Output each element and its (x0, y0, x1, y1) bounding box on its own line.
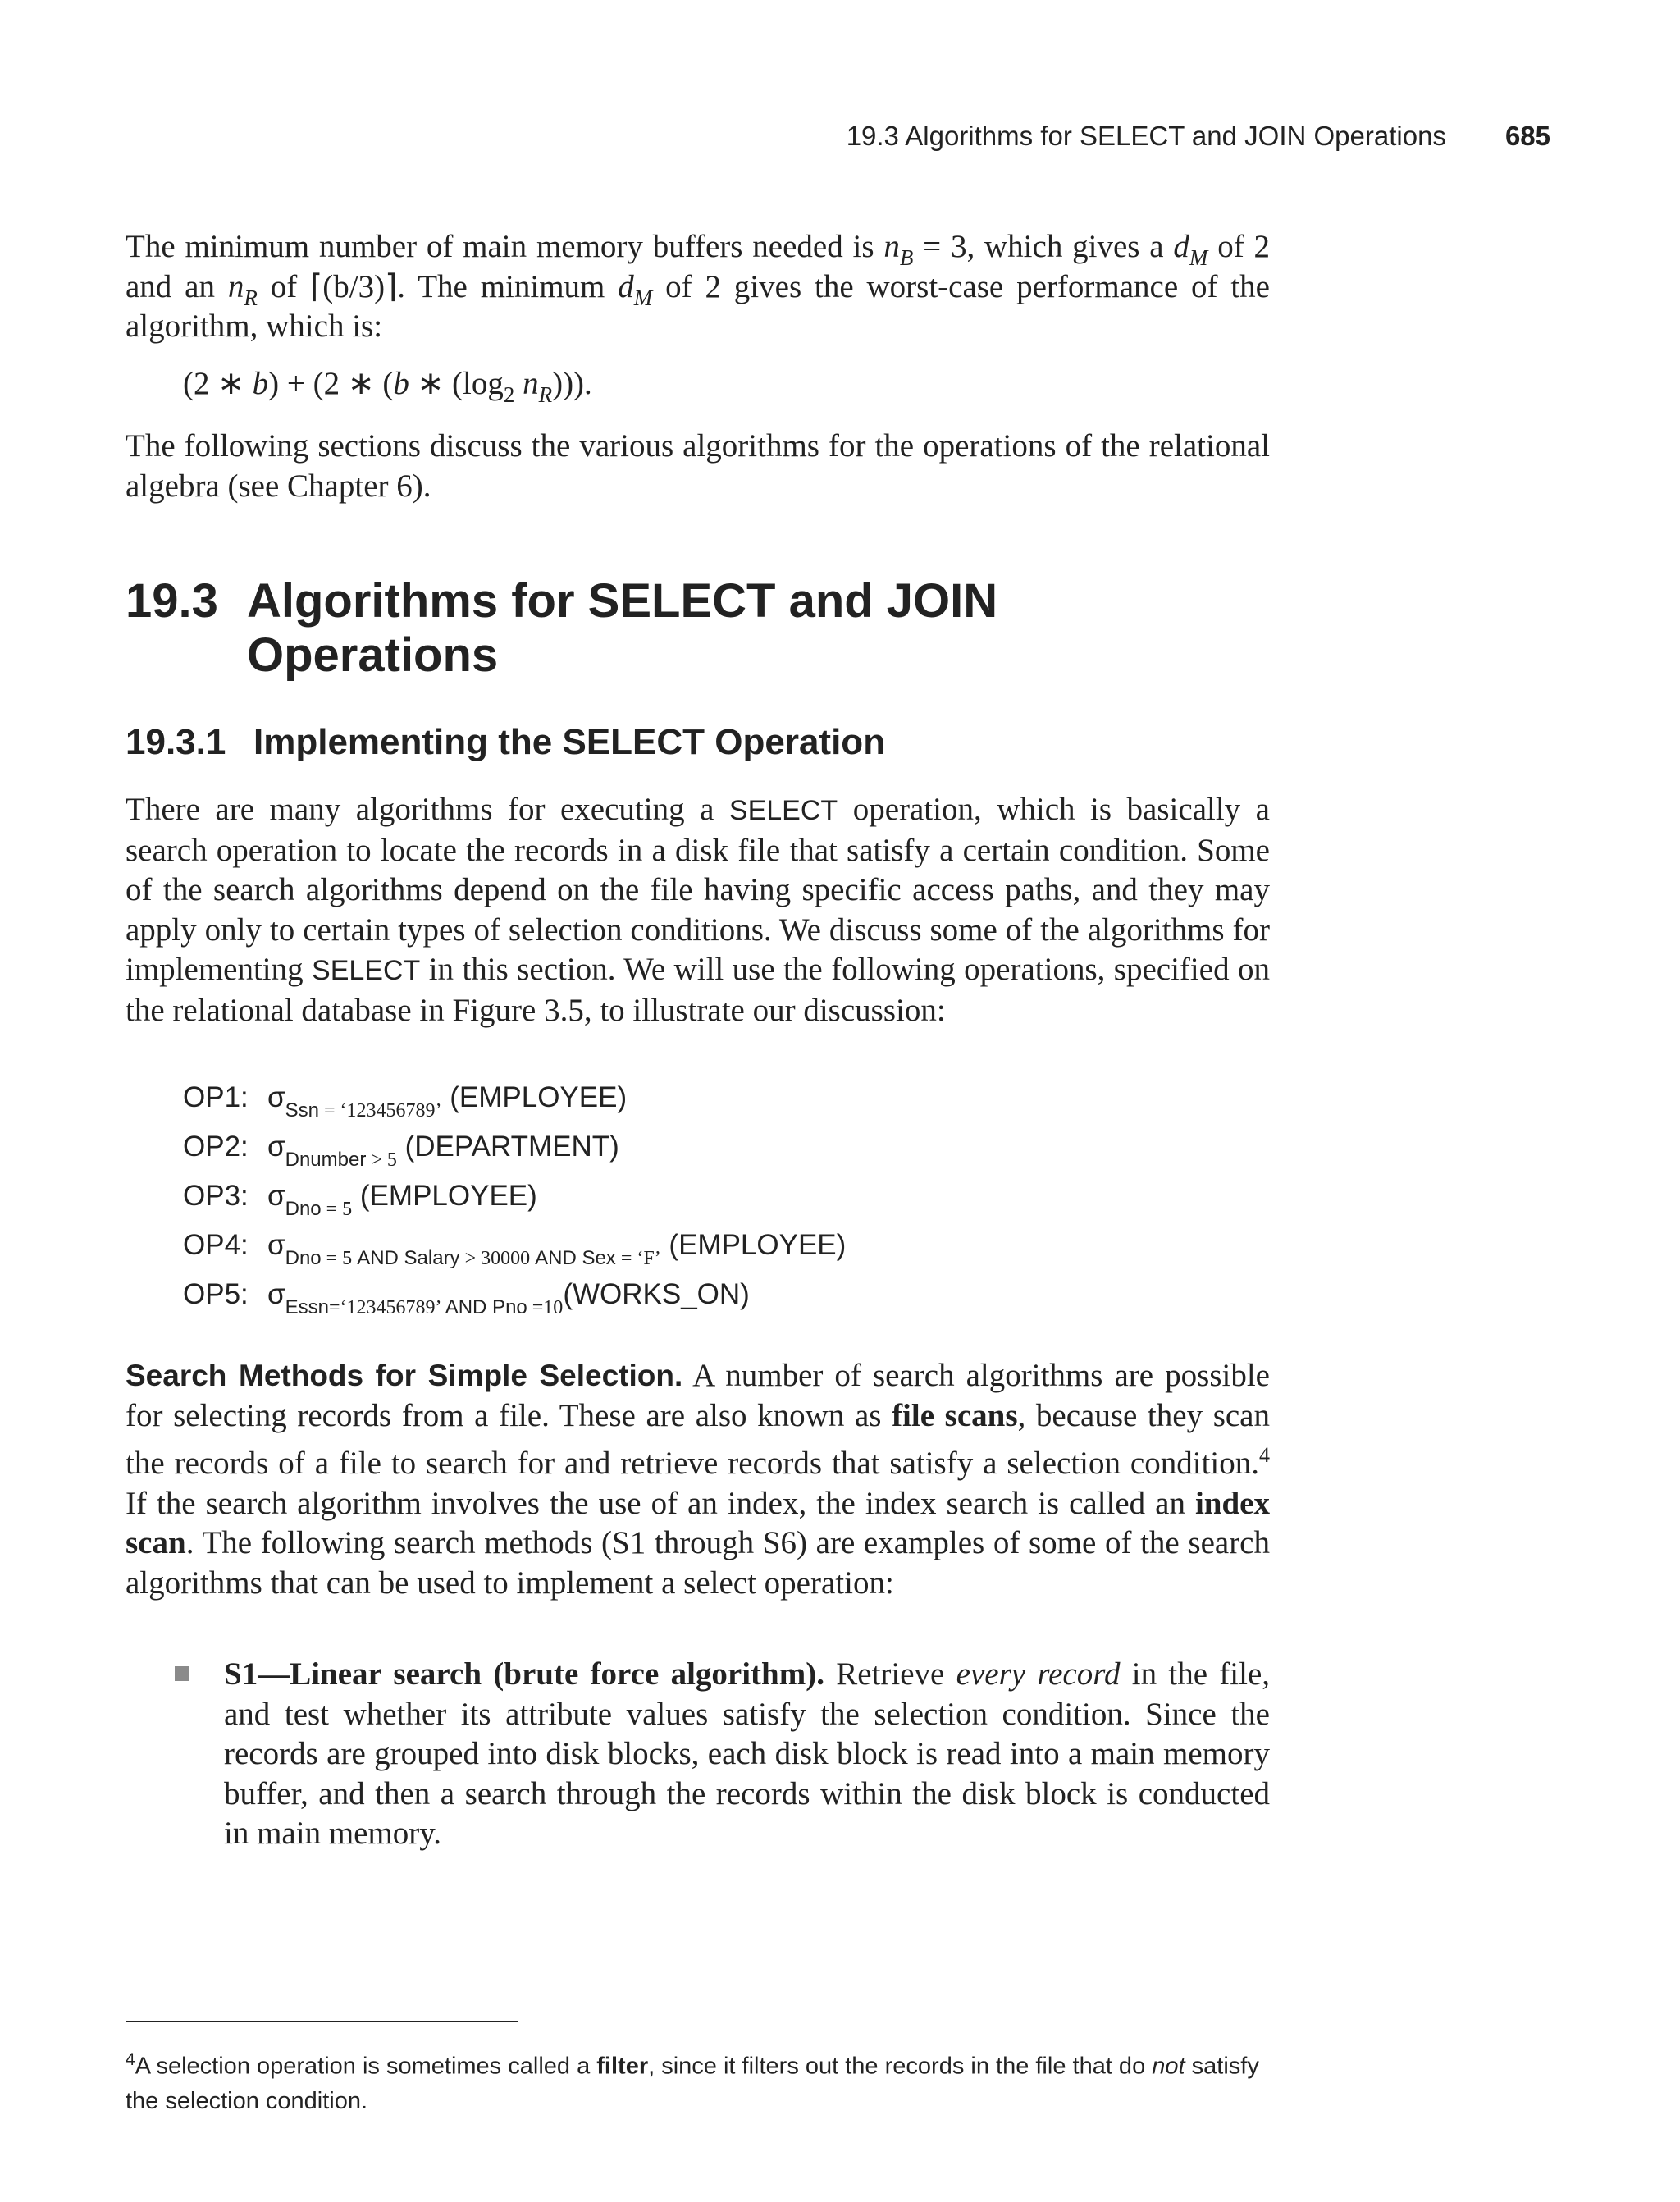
running-head-title: 19.3 Algorithms for SELECT and JOIN Operations (846, 121, 1446, 151)
list-item-s1: S1—Linear search (brute force algorithm). Retrieve every record in the file, and test whether its attribute values satisfy the selection condition. Since the records are grouped into disk blocks, each disk block is read into a main memory buffer, and then a search through the records within the disk block is conducted in main memory. (175, 1655, 1270, 1854)
operation-op1: OP1: $\sigma_{Ssn = ‘123456789’}$ (EMPLOYEE) (183, 1081, 628, 1122)
section-number: 19.3 (126, 574, 218, 628)
operation-op3: OP3: $\sigma_{Dno = 5}$ (EMPLOYEE) (183, 1180, 537, 1220)
operation-op5: OP5: $\sigma_{Essn=‘123456789’ AND Pno =10}(WORKS\_ON)$ (183, 1278, 750, 1318)
run-in-heading: Search Methods for Simple Selection. (126, 1359, 683, 1392)
subsection-number: 19.3.1 (126, 722, 226, 762)
footnote: $^4$A selection operation is sometimes called a filter, since it filters out the records in the file that do not satisfy the selection condition. (126, 2050, 1259, 2114)
search-methods-paragraph: Search Methods for Simple Selection. A number of search algorithms are possible for selecting records from a file. These are also known as file scans, because they scan the records of a file to search for and retrieve records that satisfy a selection condition.$^4$ If the search algorithm involves the use of an index, the index search is called an index scan. The following search methods (S1 through S6) are examples of some of the search algorithms that can be used to implement a select operation: (126, 1358, 1270, 1601)
section-title-line2: Operations (247, 628, 499, 682)
section-heading (126, 574, 998, 683)
subsection-title: Implementing the SELECT Operation (253, 722, 886, 762)
page-number: 685 (1504, 121, 1550, 151)
operations-list (183, 1081, 846, 1327)
running-head (574, 121, 1550, 152)
intro-paragraph-2: The following sections discuss the various algorithms for the operations of the relational algebra (see Chapter 6). (126, 428, 1270, 504)
subsection-heading (126, 722, 885, 763)
section-title-line1: Algorithms for SELECT and JOIN (247, 574, 998, 628)
bullet-square-icon (175, 1666, 189, 1681)
intro-paragraph: The minimum number of main memory buffers needed is $n_B = 3$, which gives a $d_M$ of 2 and an $n_R$ of ⌈(b/3)⌉. The minimum $d_M$ of 2 gives the worst-case performance of the algorithm, which is: (126, 229, 1270, 344)
select-paragraph: There are many algorithms for executing a SELECT operation, which is basically a search operation to locate the records in a disk file that satisfy a certain condition. Some of the search algorithms depend on the file having specific access paths, and they may apply only to certain types of selection conditions. We discuss some of the algorithms for implementing SELECT in this section. We will use the following operations, specified on the relational database in Figure 3.5, to illustrate our discussion: (126, 792, 1270, 1028)
footnote-ref: 4 (1259, 1443, 1270, 1467)
operation-op4: OP4: $\sigma_{Dno = 5 AND Salary > 30000 AND Sex = ‘F’}$ (EMPLOYEE) (183, 1229, 847, 1269)
footnote-rule (126, 2021, 518, 2022)
cost-formula: (2 ∗ b) + (2 ∗ (b ∗ ($\log_2$ $n_R$))). (183, 366, 592, 407)
operation-op2: OP2: $\sigma_{Dnumber > 5}$ (DEPARTMENT) (183, 1131, 619, 1171)
